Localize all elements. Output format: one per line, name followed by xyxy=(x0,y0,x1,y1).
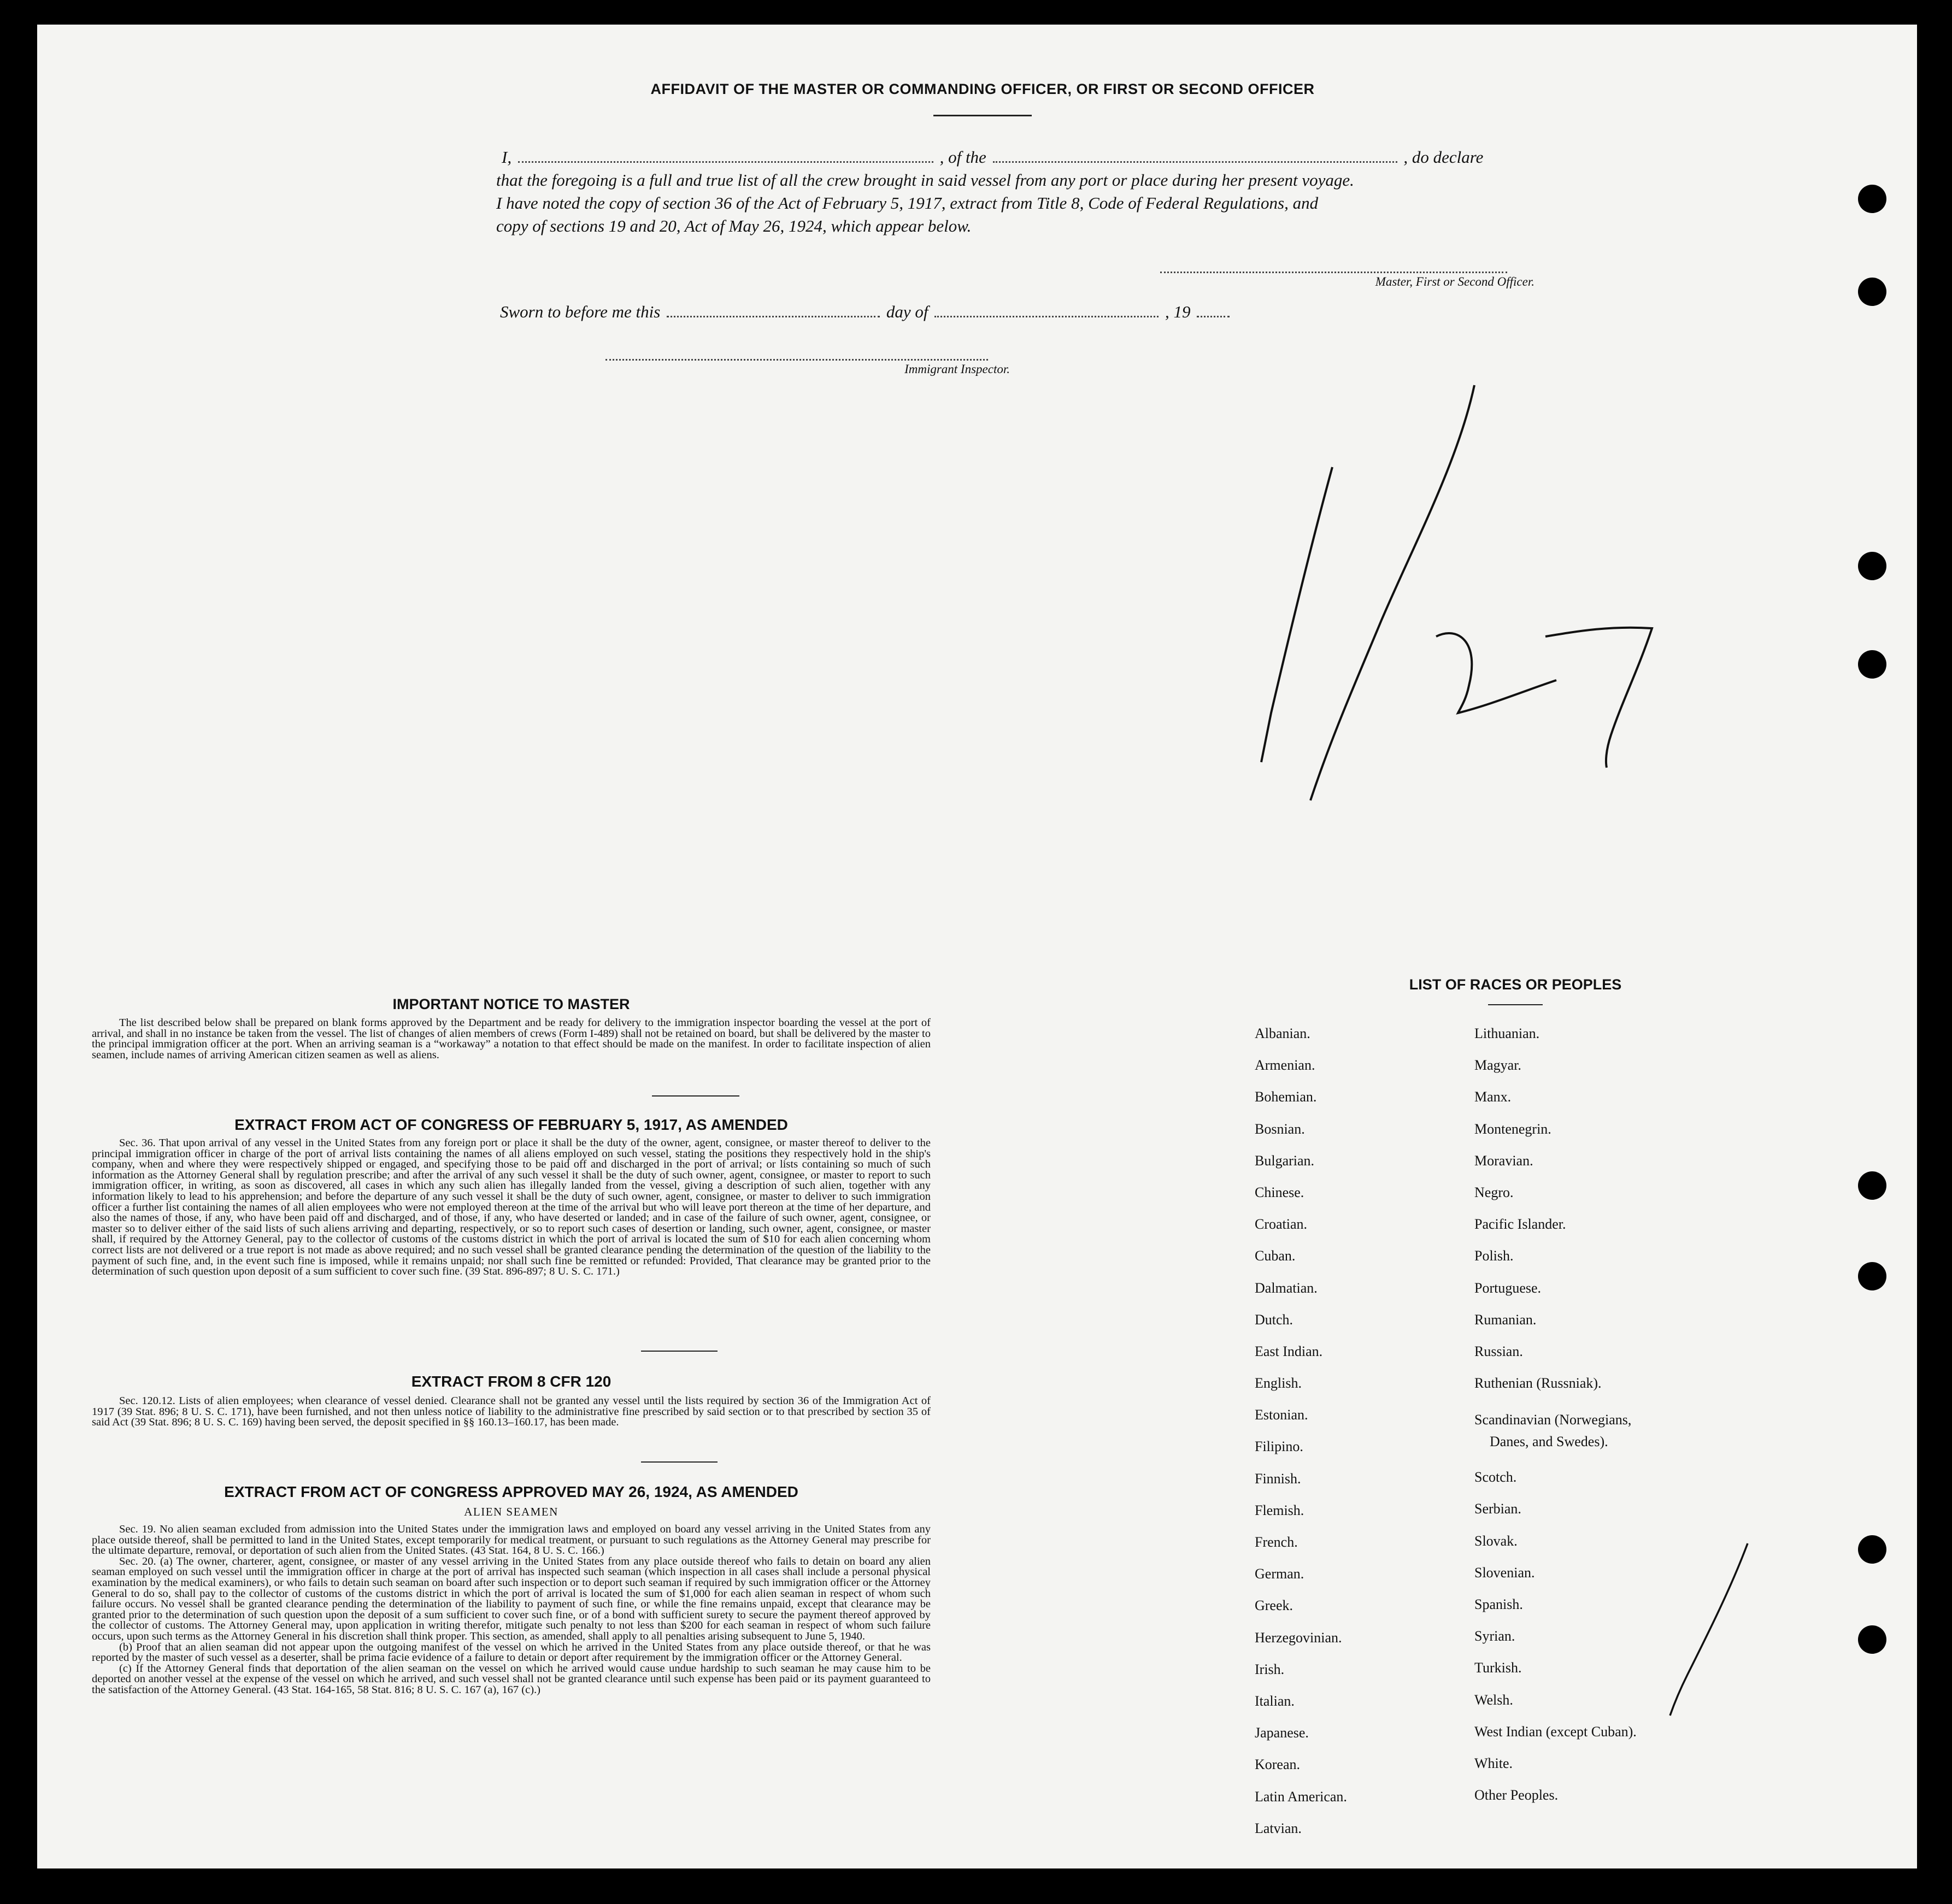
punch-hole-3 xyxy=(1858,552,1886,580)
race-item: Bulgarian. xyxy=(1255,1152,1315,1169)
race-item: Croatian. xyxy=(1255,1216,1308,1233)
race-item: Korean. xyxy=(1255,1756,1301,1773)
race-item: Cuban. xyxy=(1255,1248,1296,1264)
document-page xyxy=(37,25,1917,1868)
punch-hole-6 xyxy=(1858,1262,1886,1290)
race-item: Pacific Islander. xyxy=(1474,1216,1566,1233)
race-item: Magyar. xyxy=(1474,1057,1521,1074)
race-item: West Indian (except Cuban). xyxy=(1474,1723,1637,1740)
race-item: Albanian. xyxy=(1255,1025,1310,1041)
extract-cfr-title: EXTRACT FROM 8 CFR 120 xyxy=(411,1373,612,1390)
race-item: Serbian. xyxy=(1474,1501,1521,1517)
extract-cfr-rule xyxy=(641,1461,718,1463)
race-item: Other Peoples. xyxy=(1474,1787,1559,1803)
extract-1924-sec19: Sec. 19. No alien seaman excluded from admission into the United States under the immigration laws and employed on board any vessel arriving in the United States from any place outside thereof, shall be permitted to land in the United States, except temporarily for medical treatment, or pursuant to such regulations as the Attorney General may prescribe for the ultimate departure, removal, or deportation of such alien from the United States. (43 Stat. 164, 8 U. S. C. 166.) xyxy=(92,1523,931,1557)
extract-1924-title: EXTRACT FROM ACT OF CONGRESS APPROVED MAY 26, 1924, AS AMENDED xyxy=(224,1483,798,1500)
notice-rule xyxy=(652,1095,739,1097)
punch-hole-5 xyxy=(1858,1171,1886,1200)
race-item: Danes, and Swedes). xyxy=(1490,1434,1608,1450)
race-item: Finnish. xyxy=(1255,1470,1301,1487)
affidavit-line-4: copy of sections 19 and 20, Act of May 26, 1924, which appear below. xyxy=(496,216,972,235)
race-item: Bosnian. xyxy=(1255,1121,1305,1137)
race-item: Turkish. xyxy=(1474,1660,1522,1676)
race-item: Slovak. xyxy=(1474,1532,1518,1549)
extract-cfr-body: Sec. 120.12. Lists of alien employees; when clearance of vessel denied. Clearance shall not be granted any vessel until the lists required by section 36 of the Immigration Act of 1917 (39 Stat. 896; 8 U. S. C. 171), have been furnished, and not then unless notice of liability to the administrative fine prescribed by said section or to that prescribed by section 35 of said Act (39 Stat. 896; 8 U. S. C. 169) having been served, the deposit specified in §§ 160.13–160.17, has been made. xyxy=(92,1395,931,1429)
race-item: Filipino. xyxy=(1255,1439,1303,1455)
year-label: , 19 xyxy=(1165,302,1191,321)
sworn-day-blank[interactable] xyxy=(667,316,880,317)
race-item: Spanish. xyxy=(1474,1596,1523,1612)
extract-1924-sec20c: (c) If the Attorney General finds that deportation of the alien seaman on the vessel on which he arrived would cause undue hardship to such seaman he may cause him to be deported on another vessel at the expense of the vessel on which he arrived, and such vessel shall not be granted clearance until such expense has been paid or its payment guaranteed to the satisfaction of the Attorney General. (43 Stat. 164-165, 58 Stat. 816; 8 U. S. C. 167 (a), 167 (c).) xyxy=(92,1662,931,1696)
race-item: German. xyxy=(1255,1566,1304,1582)
master-signature-line[interactable] xyxy=(1160,272,1507,273)
sworn-month-blank[interactable] xyxy=(934,316,1159,317)
handwritten-tick xyxy=(1655,1538,1764,1724)
sworn-line xyxy=(500,302,1232,322)
affidavit-of-the: , of the xyxy=(939,148,986,167)
race-item: Dalmatian. xyxy=(1255,1280,1318,1296)
race-item: East Indian. xyxy=(1255,1343,1323,1359)
race-item: Welsh. xyxy=(1474,1691,1513,1708)
handwritten-tick-stroke xyxy=(1670,1543,1748,1716)
handwritten-stroke-one xyxy=(1261,467,1332,762)
handwritten-stroke-seven xyxy=(1545,628,1652,768)
race-item: Bohemian. xyxy=(1255,1089,1317,1105)
day-of-label: day of xyxy=(886,302,928,321)
affidavit-i: I, xyxy=(502,148,512,167)
race-item: Dutch. xyxy=(1255,1311,1294,1328)
punch-hole-8 xyxy=(1858,1625,1886,1654)
master-caption: Master, First or Second Officer. xyxy=(1375,275,1534,288)
race-item: Montenegrin. xyxy=(1474,1121,1551,1137)
handwritten-stroke-two xyxy=(1436,633,1556,713)
race-item: Latvian. xyxy=(1255,1820,1302,1836)
affidavit-title-rule xyxy=(933,115,1032,116)
race-item: White. xyxy=(1474,1755,1513,1771)
affidavit-line-3: I have noted the copy of section 36 of the Act of February 5, 1917, extract from Title 8, Code of Federal Regulations, and xyxy=(496,193,1319,213)
race-item: English. xyxy=(1255,1375,1302,1392)
race-item: Syrian. xyxy=(1474,1628,1515,1644)
race-item: Herzegovinian. xyxy=(1255,1629,1342,1646)
punch-hole-2 xyxy=(1858,278,1886,306)
extract-1917-body: Sec. 36. That upon arrival of any vessel in the United States from any foreign port or place it shall be the duty of the owner, agent, consignee, or master thereof to deliver to the principal immigration officer in charge of the port of arrival lists containing the names of all aliens employed on such vessel, stating the positions they respectively hold in the ship's company, when and where they were respectively shipped or engaged, and specifying those to be paid off and discharged in the port of arrival; or lists containing so much of such information as the Attorney General shall by regulation prescribe; and after the arrival of any such vessel it shall be the duty of such owner, agent, consignee, or master to report to such immigration officer, in writing, as soon as discovered, all cases in which any such alien has illegally landed from the vessel, giving a description of such alien, together with any information likely to lead to his apprehension; and before the departure of any such vessel it shall be the duty of such owner, agent, consignee, or master to deliver to such immigration officer a further list containing the names of all alien employees who were not employed thereon at the time of the arrival but who will leave port thereon at the time of her departure, and also the names of those, if any, who have been paid off and discharged, and of those, if any, who have deserted or landed; and in case of the failure of such owner, agent, consignee, or master so to deliver either of the said lists of such aliens arriving and departing, respectively, or so to report such cases of desertion or landing, such owner, agent, consignee, or master shall, if required by the Attorney General, pay to the collector of customs of the customs district in which the port of arrival is located the sum of $10 for each alien concerning whom correct lists are not delivered or a true report is not made as above required; and no such vessel shall be granted clearance pending the determination of the question of the liability to the payment of such fine, and, in the event such fine is imposed, while it remains unpaid; nor shall such fine be remitted or refunded: Provided, That clearance may be granted prior to the determination of such question upon deposit of a sum sufficient to cover such fine. (39 Stat. 896-897; 8 U. S. C. 171.) xyxy=(92,1137,931,1278)
race-item: Russian. xyxy=(1474,1343,1523,1359)
affidavit-line-2: that the foregoing is a full and true list of all the crew brought in said vessel from any port or place during her present voyage. xyxy=(496,170,1354,190)
race-item: Polish. xyxy=(1474,1248,1514,1264)
race-item: Negro. xyxy=(1474,1184,1514,1200)
notice-body: The list described below shall be prepared on blank forms approved by the Department and be ready for delivery to the immigration inspector boarding the vessel at the port of arrival, and shall in no instance be taken from the vessel. The list of changes of alien members of crews (Form I-489) shall not be retained on board, but shall be delivered by the master to the principal immigration officer at the port. When an arriving seaman is a “workaway” a notation to that effect should be made on the manifest. In order to facilitate inspection of alien seamen, include names of arriving American citizen seamen as well as aliens. xyxy=(92,1017,931,1061)
race-item: Armenian. xyxy=(1255,1057,1315,1074)
notice-title: IMPORTANT NOTICE TO MASTER xyxy=(392,996,630,1012)
vessel-blank[interactable] xyxy=(993,161,1397,163)
affidavit-title: AFFIDAVIT OF THE MASTER OR COMMANDING OFFICER, OR FIRST OR SECOND OFFICER xyxy=(650,81,1315,97)
punch-hole-1 xyxy=(1858,185,1886,213)
race-item: Slovenian. xyxy=(1474,1564,1535,1581)
extract-1917-title: EXTRACT FROM ACT OF CONGRESS OF FEBRUARY 5, 1917, AS AMENDED xyxy=(234,1116,788,1133)
race-item: French. xyxy=(1255,1534,1298,1550)
races-column-1 xyxy=(1255,1018,1462,1844)
handwritten-mark xyxy=(1250,363,1688,833)
races-title: LIST OF RACES OR PEOPLES xyxy=(1409,976,1622,993)
race-item: Lithuanian. xyxy=(1474,1025,1540,1041)
affidavit-text xyxy=(496,146,1551,238)
extract-1924-sec20a: Sec. 20. (a) The owner, charterer, agent, consignee, or master of any vessel arriving in the United States from any place outside thereof who fails to detain on board any alien seaman employed on such vessel until the immigration officer in charge at the port of arrival has inspected such seaman (which inspection in all cases shall include a personal physical examination by the medical examiners), or who fails to detain such seaman on board after such inspection or to deport such seaman if required by such immigration officer or the Attorney General to do so, shall pay to the collector of customs of the customs district in which the port of arrival is located the sum of $1,000 for each alien seaman in respect of whom such failure occurs. No vessel shall be granted clearance pending the determination of the liability to payment of such fine, or while the fine remains unpaid, except that clearance may be granted prior to the determination of such question upon the deposit of a sum sufficient to cover such fine, or of a bond with sufficient surety to secure the payment thereof approved by the collector of customs. The Attorney General may, upon application in writing therefor, mitigate such penalty to not less than $200 for each seaman in respect of whom such failure occurs, upon such terms as the Attorney General in his discretion shall think proper. This section, as amended, shall apply to all penalties arising subsequent to June 5, 1940. xyxy=(92,1555,931,1642)
sworn-year-blank[interactable] xyxy=(1197,316,1230,317)
race-item: Irish. xyxy=(1255,1661,1285,1677)
extract-1917-rule xyxy=(641,1351,718,1352)
name-blank[interactable] xyxy=(518,161,933,163)
race-item: Latin American. xyxy=(1255,1788,1347,1805)
handwritten-stroke-slash xyxy=(1310,385,1474,800)
extract-1924-body xyxy=(92,1524,931,1696)
punch-hole-7 xyxy=(1858,1535,1886,1564)
inspector-signature-line[interactable] xyxy=(605,359,988,361)
extract-1924-sec20b: (b) Proof that an alien seaman did not appear upon the outgoing manifest of the vessel on which he arrived in the United States from any place outside thereof, or that he was reported by the master of such vessel as a deserter, shall be prima facie evidence of a failure to detain or deport after requirement by the immigration officer or the Attorney General. xyxy=(92,1641,931,1664)
inspector-caption: Immigrant Inspector. xyxy=(904,362,1010,376)
race-item: Moravian. xyxy=(1474,1152,1533,1169)
race-item: Rumanian. xyxy=(1474,1311,1537,1328)
race-item: Manx. xyxy=(1474,1089,1512,1105)
race-item: Ruthenian (Russniak). xyxy=(1474,1375,1602,1392)
race-item: Italian. xyxy=(1255,1693,1295,1709)
sworn-label: Sworn to before me this xyxy=(500,302,661,321)
race-item: Japanese. xyxy=(1255,1725,1309,1741)
race-item: Estonian. xyxy=(1255,1407,1308,1423)
race-item: Scandinavian (Norwegians, xyxy=(1474,1412,1632,1428)
extract-1924-subtitle: ALIEN SEAMEN xyxy=(464,1505,558,1518)
race-item: Portuguese. xyxy=(1474,1280,1542,1296)
races-rule xyxy=(1488,1004,1543,1005)
punch-hole-4 xyxy=(1858,650,1886,679)
race-item: Scotch. xyxy=(1474,1469,1517,1486)
race-item: Chinese. xyxy=(1255,1184,1304,1200)
race-item: Greek. xyxy=(1255,1598,1294,1614)
affidavit-do-declare: , do declare xyxy=(1403,148,1484,167)
race-item: Flemish. xyxy=(1255,1502,1304,1518)
